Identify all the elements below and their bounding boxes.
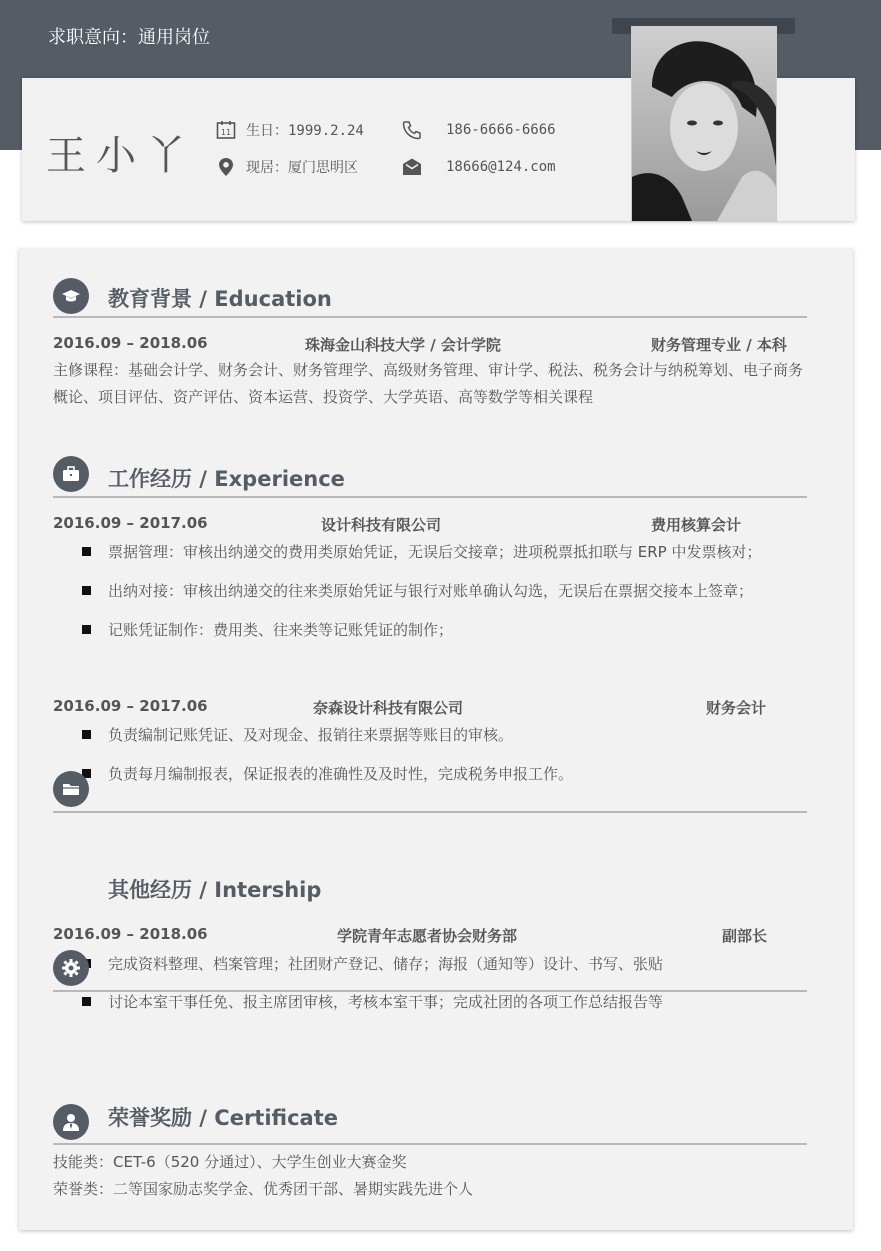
education-title: 教育背景 / Education: [108, 287, 332, 311]
experience-divider: [53, 496, 807, 498]
honors-divider: [53, 1143, 807, 1145]
list-item: 负责编制记账凭证、及对现金、报销往来票据等账目的审核。: [82, 724, 513, 745]
honors-skills: 技能类：CET-6（520 分通过）、大学生创业大赛金奖: [53, 1153, 407, 1171]
email-text: 18666@124.com: [446, 159, 556, 175]
job2-role: 财务会计: [706, 699, 767, 717]
list-item: 票据管理：审核出纳递交的费用类原始凭证，无误后交接章；进项税票抵扣联与 ERP 中发票核对；: [82, 541, 762, 562]
job2-period: 2016.09 – 2017.06: [53, 697, 208, 715]
folder-icon: [53, 771, 89, 807]
birthday-text: 生日：1999.2.24: [246, 123, 364, 139]
list-item: 讨论本室干事任免、报主席团审核，考核本室干事；完成社团的各项工作总结报告等: [82, 991, 663, 1012]
education-school: 珠海金山科技大学 / 会计学院: [305, 336, 501, 354]
education-period: 2016.09 – 2018.06: [53, 334, 208, 352]
education-major: 财务管理专业 / 本科: [651, 336, 787, 354]
education-courses: 主修课程：基础会计学、财务会计、财务管理学、高级财务管理、审计学、税法、税务会计与纳税筹划、电子商务概论、项目评估、资产评估、资本运营、投资学、大学英语、高等数学等相关课程: [53, 361, 804, 406]
user-tie-icon: [53, 1104, 89, 1140]
job2-company: 奈森设计科技有限公司: [313, 699, 464, 717]
job1-role: 费用核算会计: [651, 516, 742, 534]
other-divider: [53, 811, 807, 813]
candidate-name: 王小丫: [46, 133, 196, 179]
other-role: 副部长: [722, 927, 768, 945]
education-divider: [53, 316, 807, 318]
experience-title: 工作经历 / Experience: [108, 467, 345, 491]
location-pin-icon: [216, 157, 236, 177]
email-info: [402, 157, 556, 177]
other-org: 学院青年志愿者协会财务部: [337, 927, 518, 945]
location-text: 现居：厦门思明区: [246, 160, 358, 176]
list-item: 记账凭证制作：费用类、往来类等记账凭证的制作；: [82, 619, 453, 640]
briefcase-icon: [53, 456, 89, 492]
phone-info: [402, 120, 556, 140]
profile-photo: [631, 26, 777, 222]
calendar-icon: [216, 120, 236, 140]
job1-company: 设计科技有限公司: [321, 516, 442, 534]
phone-text: 186-6666-6666: [446, 122, 556, 138]
honors-title: 荣誉奖励 / Certificate: [108, 1106, 339, 1130]
other-title: 其他经历 / Intership: [108, 878, 322, 902]
job1-period: 2016.09 – 2017.06: [53, 514, 208, 532]
envelope-icon: [402, 157, 422, 177]
birthday-info: [216, 120, 364, 140]
graduation-cap-icon: [53, 278, 89, 314]
list-item: 负责每月编制报表，保证报表的准确性及及时性，完成税务申报工作。: [82, 763, 573, 784]
list-item: 完成资料整理、档案管理；社团财产登记、储存；海报（通知等）设计、书写、张贴: [82, 953, 663, 974]
job-intent: 求职意向：通用岗位: [48, 27, 210, 48]
other-period: 2016.09 – 2018.06: [53, 925, 208, 943]
gear-icon: [53, 950, 89, 986]
phone-icon: [402, 120, 422, 140]
honors-awards: 荣誉类：二等国家励志奖学金、优秀团干部、暑期实践先进个人: [53, 1180, 474, 1198]
list-item: 出纳对接：审核出纳递交的往来类原始凭证与银行对账单确认勾选，无误后在票据交接本上签章；: [82, 580, 753, 601]
svg-text:11: 11: [220, 128, 232, 137]
location-info: [216, 157, 358, 177]
